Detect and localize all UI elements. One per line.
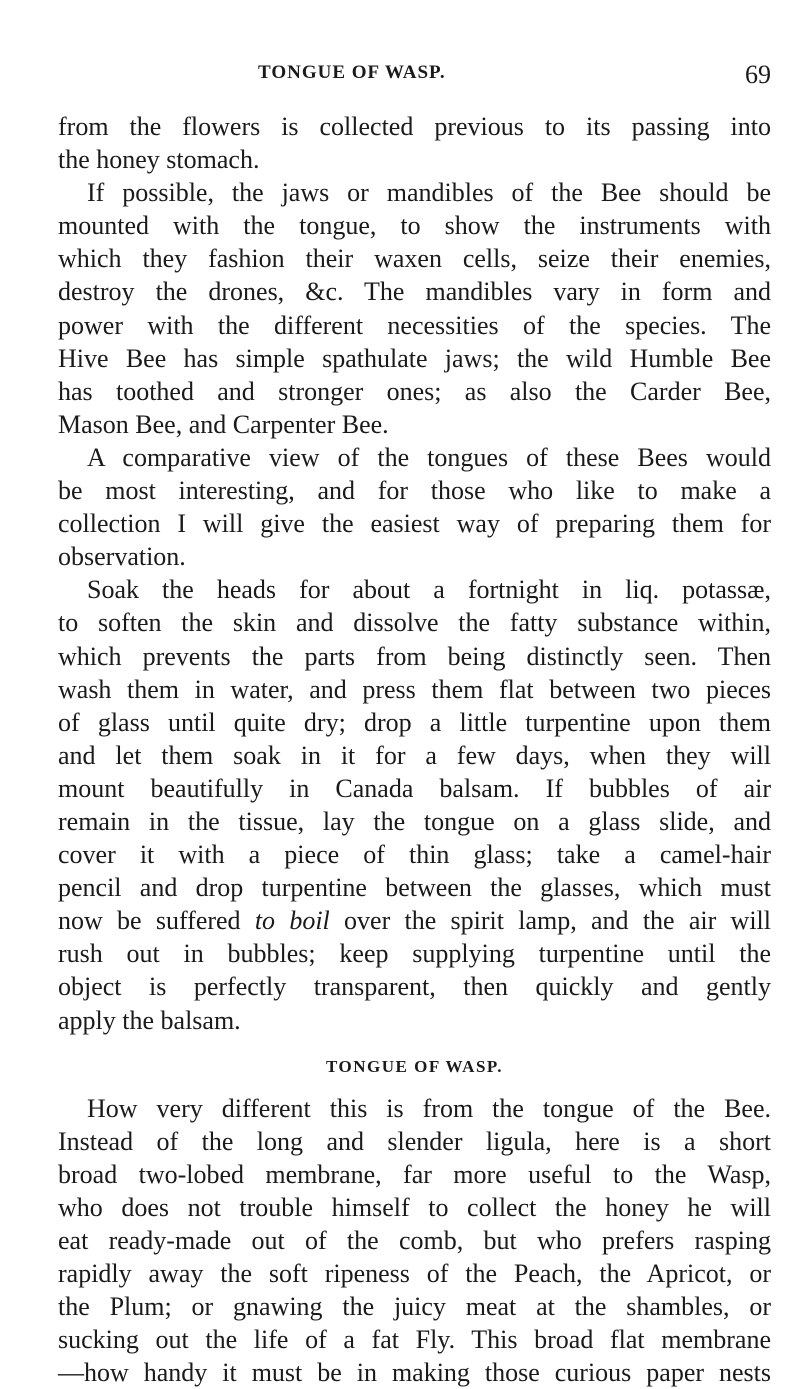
text-line: mount beautifully in Canada balsam. If bubbles of air [58,773,771,803]
text-line: and let them soak in it for a few days, when they will [58,740,771,770]
text-line: the Plum; or gnawing the juicy meat at the shambles, or [58,1292,771,1322]
text-line: cover it with a piece of thin glass; take a camel-hair [58,840,771,870]
text-line: which prevents the parts from being distinctly seen. Then [58,641,771,671]
text-line: rush out in bubbles; keep supplying turpentine until the [58,939,771,969]
text-line: apply the balsam. [58,1005,241,1035]
text-line: Hive Bee has simple spathulate jaws; the wild Humble Bee [58,343,771,373]
text-line: power with the different necessities of the species. The [58,310,771,340]
section-heading: TONGUE OF WASP. [326,1056,503,1076]
text-line: collection I will give the easiest way of preparing them for [58,509,771,539]
text-line: from the flowers is collected previous to its passing into [58,112,771,141]
text-line: object is perfectly transparent, then quickly and gently [58,972,771,1002]
text-line: mounted with the tongue, to show the instruments with [58,211,771,241]
text-line: How very different this is from the tongue of the Bee. [87,1093,771,1123]
text-line: to soften the skin and dissolve the fatty substance within, [58,608,771,638]
text-line: rapidly away the soft ripeness of the Peach, the Apricot, or [58,1259,771,1289]
text-line: A comparative view of the tongues of these Bees would [87,442,771,472]
text-line: eat ready-made out of the comb, but who prefers rasping [58,1226,771,1255]
text-line: remain in the tissue, lay the tongue on a glass slide, and [58,806,771,836]
text-line: observation. [58,542,186,572]
running-head [58,60,771,94]
text-line: of glass until quite dry; drop a little turpentine upon them [58,707,771,737]
text-line: If possible, the jaws or mandibles of the Bee should be [87,178,771,208]
text-line: Soak the heads for about a fortnight in liq. potassæ, [87,575,771,605]
text-line: who does not trouble himself to collect the honey he will [58,1192,771,1222]
text-line: broad two-lobed membrane, far more useful to the Wasp, [58,1159,771,1189]
text-line-with-italic [58,904,771,937]
body-text [58,110,771,1389]
running-title: TONGUE OF WASP. [258,62,446,83]
text-line: sucking out the life of a fat Fly. This broad flat membrane [58,1325,771,1355]
text-line: —how handy it must be in making those curious paper nests [58,1358,771,1388]
italic-phrase: to boil [254,906,330,936]
text-line: wash them in water, and press them flat between two pieces [58,674,771,704]
text-line: Instead of the long and slender ligula, here is a short [58,1126,771,1156]
page-number: 69 [745,60,771,89]
text-line: the honey stomach. [58,145,260,175]
text-line: which they fashion their waxen cells, seize their enemies, [58,244,771,274]
text-line: destroy the drones, &c. The mandibles vary in form and [58,277,771,307]
text-line: Mason Bee, and Carpenter Bee. [58,409,389,439]
text-segment: now be suffered [58,906,255,936]
text-line: pencil and drop turpentine between the glasses, which must [58,873,771,903]
text-line: has toothed and stronger ones; as also the Carder Bee, [58,376,771,406]
text-segment: over the spirit lamp, and the air will [329,906,771,936]
text-line: be most interesting, and for those who like to make a [58,476,771,506]
